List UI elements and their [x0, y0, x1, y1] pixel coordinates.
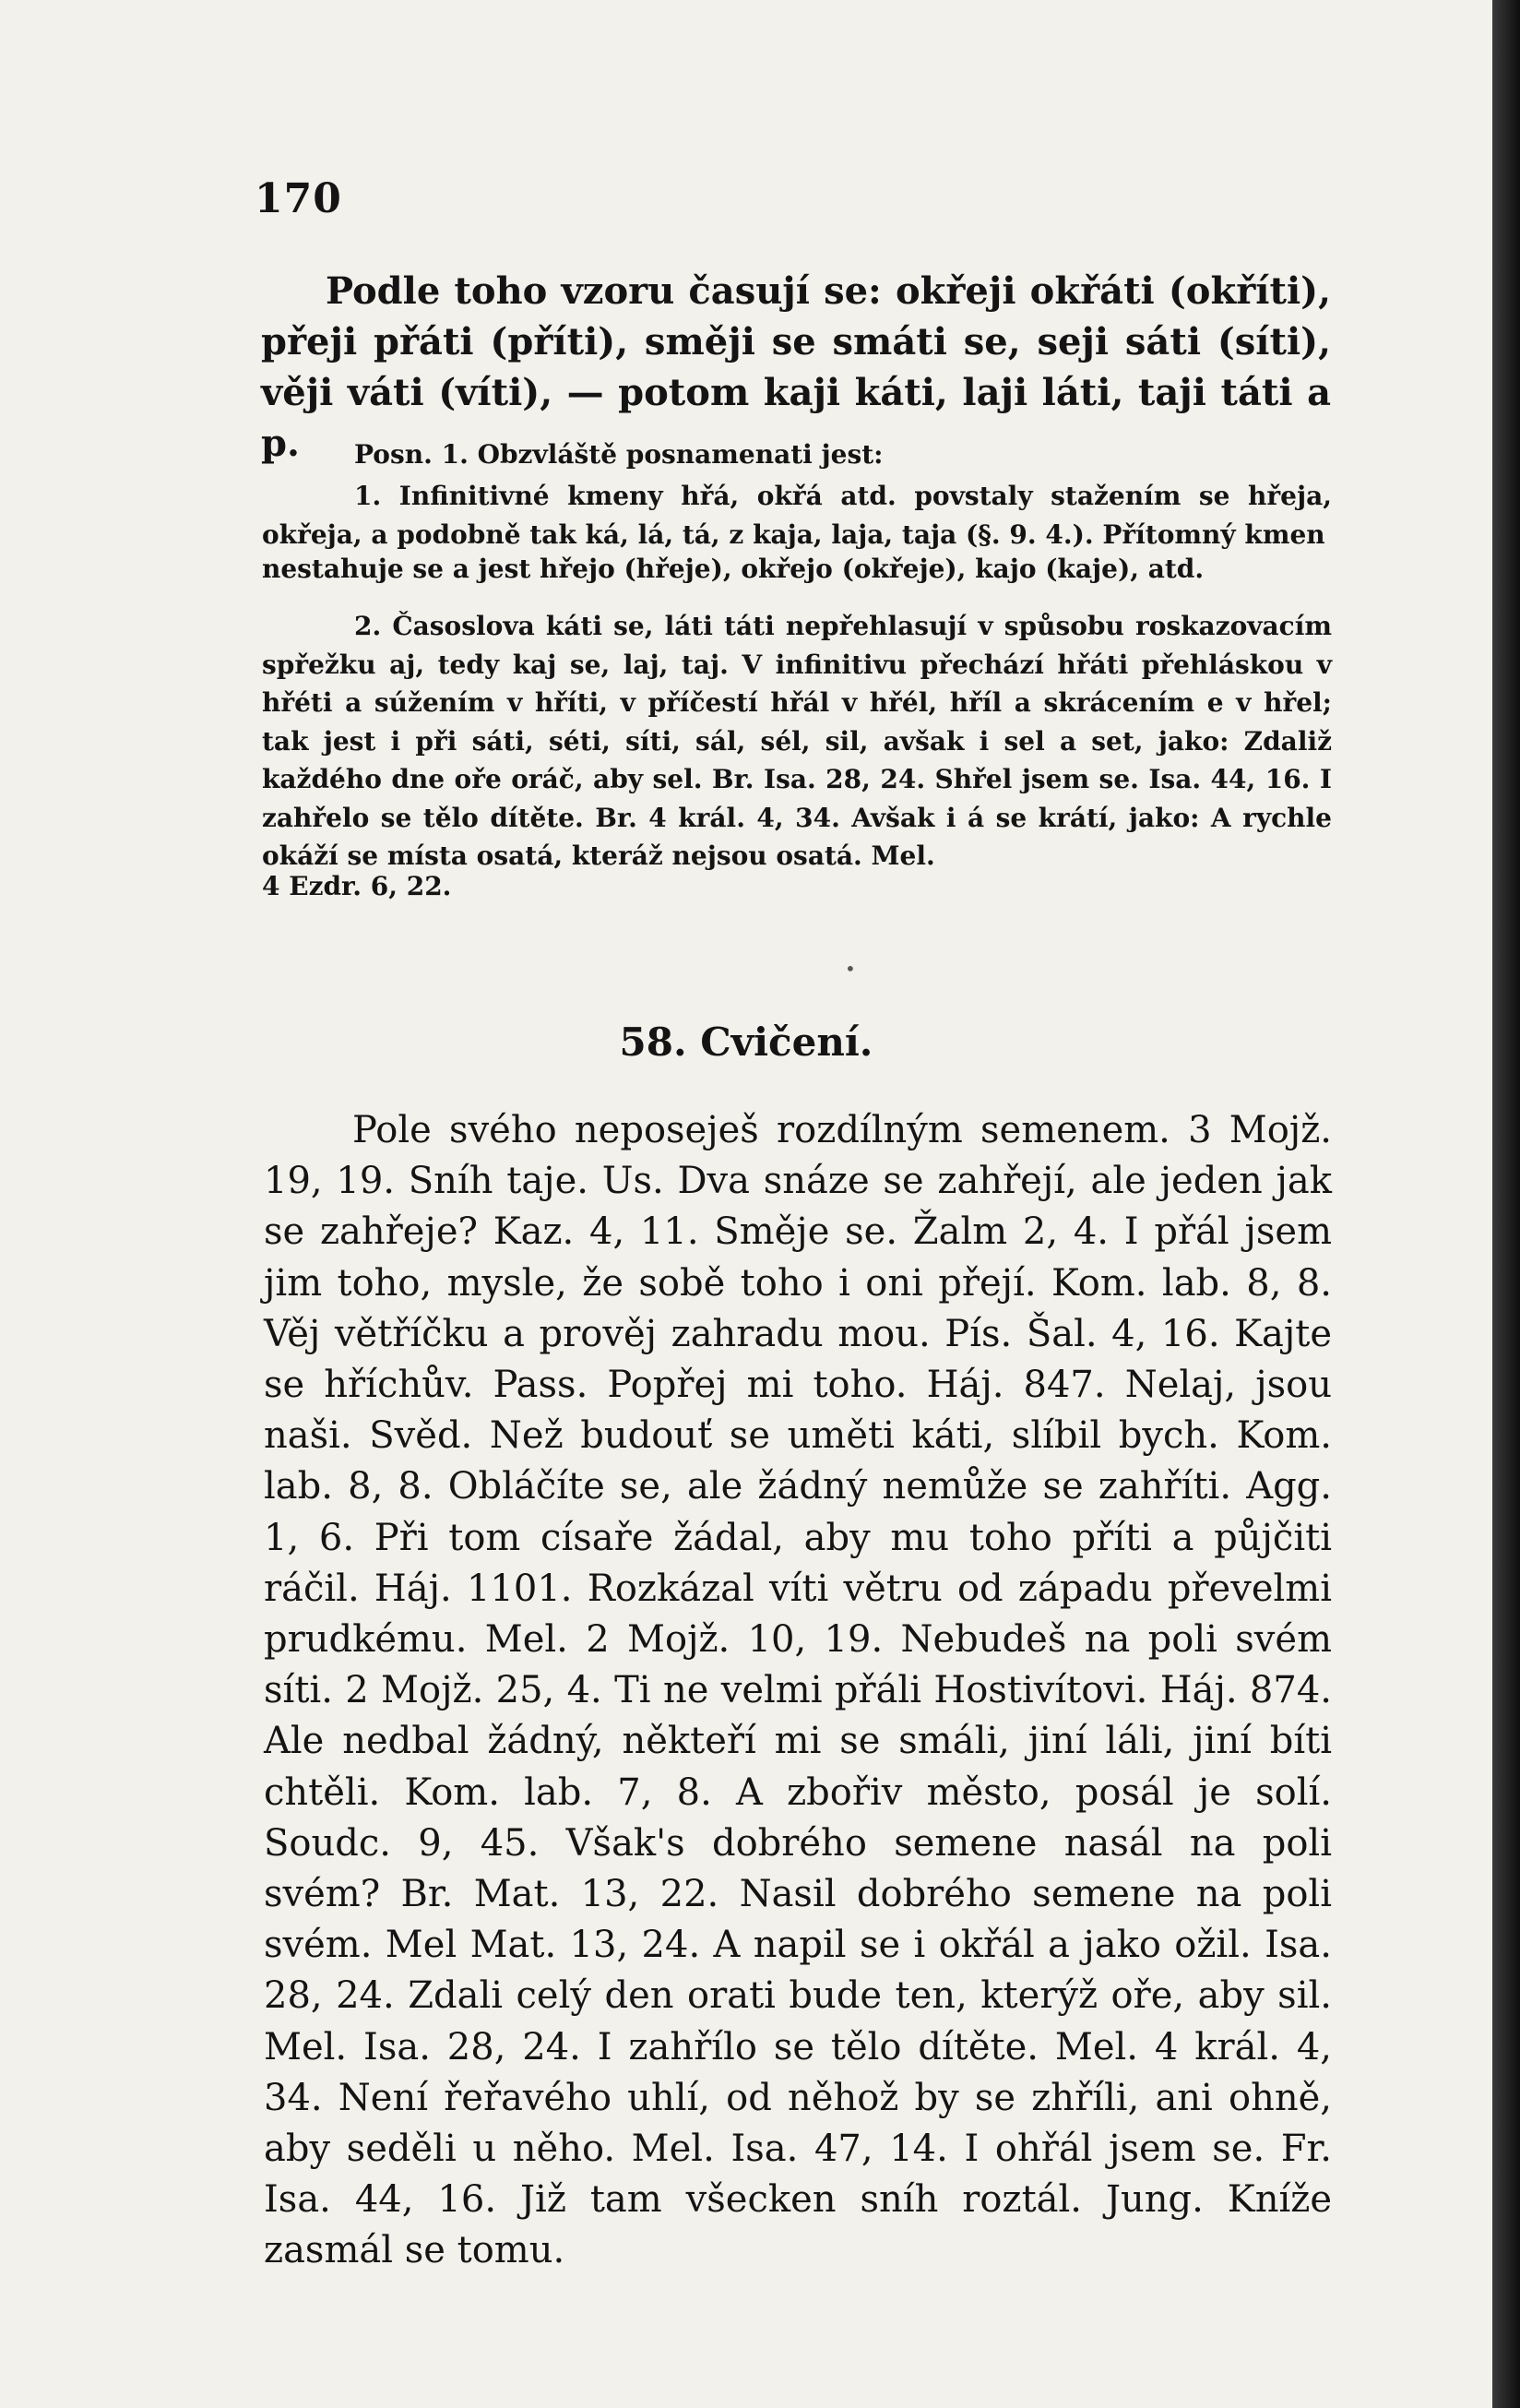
intro-paragraph: Podle toho vzoru časují se: okřeji okřáti (okříti), přeji přáti (příti), směji se smáti se, seji sáti (síti), věji váti (víti), — potom kaji káti, laji láti, taji táti a p. — [261, 269, 1331, 465]
section-title: 58. Cvičení. — [619, 1019, 873, 1065]
print-mark: • — [845, 958, 856, 980]
exercise-paragraph: Pole svého neposeješ rozdílným semenem. 3 Mojž. 19, 19. Sníh taje. Us. Dva snáze se zahřejí, ale jeden jak se zahřeje? Kaz. 4, 11. Směje se. Žalm 2, 4. I přál jsem jim toho, mysle, že sobě toho i oni přejí. Kom. lab. 8, 8. Věj větříčku a prověj zahradu mou. Pís. Šal. 4, 16. Kajte se hříchův. Pass. Popřej mi toho. Háj. 847. Nelaj, jsou naši. Svěd. Než budouť se uměti káti, slíbil bych. Kom. lab. 8, 8. Obláčíte se, ale žádný nemůže se zahříti. Agg. 1, 6. Při tom císaře žádal, aby mu toho příti a půjčiti ráčil. Háj. 1101. Rozkázal víti větru od západu převelmi prudkému. Mel. 2 Mojž. 10, 19. Nebudeš na poli svém síti. 2 Mojž. 25, 4. Ti ne velmi přáli Hostivítovi. Háj. 874. Ale nedbal žádný, někteří mi se smáli, jiní láli, jiní bíti chtěli. Kom. lab. 7, 8. A zbořiv město, posál je solí. Soudc. 9, 45. Však's dobrého semene nasál na poli svém? Br. Mat. 13, 22. Nasil dobrého semene na poli svém. Mel Mat. 13, 24. A napil se i okřál a jako ožil. Isa. 28, 24. Zdali celý den orati bude ten, kterýž oře, aby sil. Mel. Isa. 28, 24. I zahřílo se tělo dítěte. Mel. 4 král. 4, 34. Není řeřavého uhlí, od něhož by se zhříli, ani ohně, aby seděli u něho. Mel. Isa. 47, 14. I ohřál jsem se. Fr. Isa. 44, 16. Již tam všecken sníh roztál. Jung. Kníže zasmál se tomu. — [264, 1109, 1332, 2272]
note-1-last-line: nestahuje se a jest hřejo (hřeje), okřejo (okřeje), kajo (kaje), atd. — [262, 554, 1205, 584]
note-1-paragraph: 1. Infinitivné kmeny hřá, okřá atd. povstaly stažením se hřeja, okřeja, a podobně tak ká, lá, tá, z kaja, laja, taja (§. 9. 4.). Přítomný kmen — [262, 481, 1332, 550]
page-edge-shadow — [1492, 0, 1520, 2408]
note-2-paragraph: 2. Časoslova káti se, láti táti nepřehlasují v spůsobu roskazovacím spřežku aj, tedy kaj se, laj, taj. V infinitivu přechází hřáti přehláskou v hřéti a súžením v hříti, v příčestí hřál v hřél, hříl a skrácením e v hřel; tak jest i při sáti, séti, síti, sál, sél, sil, avšak i sel a set, jako: Zdaliž každého dne oře oráč, aby sel. Br. Isa. 28, 24. Shřel jsem se. Isa. 44, 16. I zahřelo se tělo dítěte. Br. 4 král. 4, 34. Avšak i á se krátí, jako: A rychle okáží se místa osatá, kteráž nejsou osatá. Mel. — [262, 611, 1332, 871]
note-2-last-line: 4 Ezdr. 6, 22. — [262, 871, 452, 901]
note-heading: Posn. 1. Obzvláště posnamenati jest: — [354, 439, 884, 470]
page-number: 170 — [255, 175, 342, 222]
